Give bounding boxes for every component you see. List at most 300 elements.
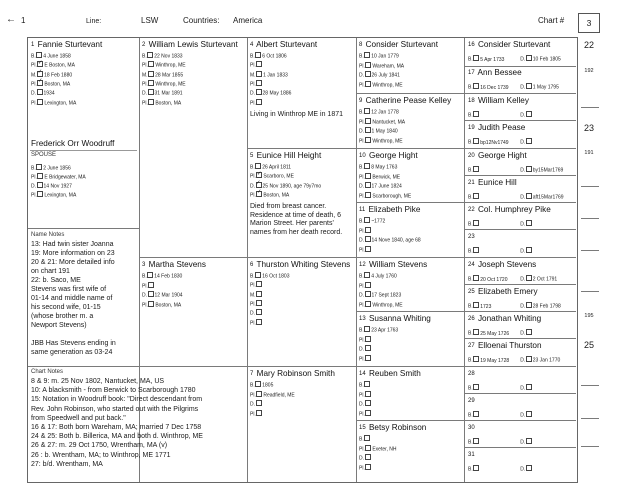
event-type: D. [520,412,526,419]
event-value: 2 Oct 1791 [532,276,558,283]
event-row [359,391,372,399]
event-type: D. [359,292,364,299]
event-type: Pl. [142,81,148,88]
event-row [359,445,397,453]
event-row [250,61,263,69]
chart-note-line: 16 & 17: Both born Wareham, MA; married 7 Dec 1758 [31,424,202,431]
name-note-line: 22: b. Saco, ME [31,277,81,284]
checkbox-icon[interactable] [256,99,262,105]
checkbox-icon[interactable] [148,282,154,288]
event-type: Pl. [142,283,148,289]
event-type: Pl. [250,301,256,308]
event-row [250,163,291,171]
event-value: ~1772 [371,218,386,225]
event-value: 26 April 1811 [262,164,292,171]
checkbox-icon[interactable] [365,400,371,406]
checkbox-icon[interactable] [256,410,262,416]
event-value: 16 Oct 1803 [262,273,290,280]
event-row [359,282,372,290]
person-name[interactable] [468,341,542,351]
checkbox-icon[interactable] [147,52,153,58]
person-name[interactable] [250,369,335,379]
name-note-line: his second wife, 01-15 [31,304,101,311]
event-row [359,182,402,190]
event-value: Scarborough, ME [372,193,412,199]
event-type: D. [520,357,526,364]
checkbox-icon[interactable] [37,99,43,105]
event-row [468,465,533,473]
checkbox-icon[interactable] [526,465,532,471]
checkbox-icon[interactable] [365,246,371,252]
checkbox-icon[interactable] [526,138,532,144]
checkbox-icon[interactable] [365,62,371,68]
checked-checkbox-icon[interactable] [256,172,262,178]
checkbox-icon[interactable] [256,80,262,86]
event-value: 26 July 1841 [371,72,400,79]
checkbox-icon[interactable] [365,345,371,351]
event-row [359,163,397,171]
event-value: Lexington, MA [44,100,77,106]
event-type: Pl. [31,100,37,106]
event-value: Lexington, MA [44,192,77,199]
person-number: 9 [359,98,363,104]
event-type: D. [250,183,255,190]
divider [465,420,576,421]
event-row [468,166,563,174]
checkbox-icon[interactable] [365,291,371,297]
checkbox-icon[interactable] [365,127,371,133]
event-type: B. [468,357,473,364]
checkbox-icon[interactable] [473,111,479,117]
divider [465,447,576,448]
event-row [359,217,385,225]
event-row [468,83,559,91]
checkbox-icon[interactable] [37,173,43,179]
event-value: Boston, MA [155,302,182,308]
checkbox-icon[interactable] [365,192,371,198]
event-type: Pl. [250,173,256,180]
checkbox-icon[interactable] [365,336,371,342]
event-type: D. [250,310,255,317]
event-row [359,71,400,79]
event-type: Pl. [31,192,37,199]
person-name[interactable] [468,232,476,242]
event-type: Pl. [359,82,365,88]
event-value: E Bridgewater, MA [44,174,86,181]
checkbox-icon[interactable] [364,108,370,114]
checkbox-icon[interactable] [365,173,371,179]
event-value: 19 May 1728 [480,357,510,364]
person-number: 8 [359,42,363,48]
event-type: B. [468,303,473,310]
person-name[interactable] [359,314,431,324]
checkbox-icon[interactable] [473,220,479,226]
person-name[interactable] [468,423,476,433]
checkbox-icon[interactable] [473,438,479,444]
event-type: D. [359,346,364,353]
person-name[interactable] [468,96,529,106]
chart-note-line: 24 & 25: Both b. Billerica, MA and both d. Winthrop, ME [31,433,203,441]
divider [139,257,248,258]
person-name-text: Col. Humphrey Pike [475,205,551,214]
divider [465,66,576,67]
person-name[interactable] [468,178,517,188]
person-name-text: Consider Sturtevant [363,40,438,49]
person-name[interactable] [468,123,525,133]
checkbox-icon[interactable] [36,164,42,170]
checkbox-icon[interactable] [526,166,532,172]
checkbox-icon[interactable] [255,272,261,278]
checkbox-icon[interactable] [526,193,532,199]
event-type: Pl. [250,81,256,88]
checkbox-icon[interactable] [526,384,532,390]
divider [139,38,140,482]
checkbox-icon[interactable] [148,89,154,95]
person-name-text: Betsy Robinson [366,423,427,432]
checkbox-icon[interactable] [148,301,154,307]
checkbox-icon[interactable] [473,465,479,471]
spouse-name[interactable]: Frederick Orr Woodruff [31,139,115,148]
checkbox-icon[interactable] [365,236,371,242]
event-value: 4 June 1858 [43,53,71,60]
event-type: B. [359,436,364,443]
person-name[interactable] [142,260,206,270]
event-value: 1934 [43,90,55,97]
event-row [142,61,186,69]
person-name[interactable] [359,423,426,433]
event-type: Pl. [359,283,365,289]
person-name[interactable] [468,369,476,379]
person-number: 3 [142,262,146,268]
event-row [250,381,273,389]
person-name[interactable] [359,369,421,379]
event-row [250,272,289,280]
checkbox-icon[interactable] [148,80,154,86]
checkbox-icon[interactable] [255,381,261,387]
event-row [359,81,403,89]
checkbox-icon[interactable] [148,291,154,297]
checked-checkbox-icon[interactable] [37,80,43,86]
event-row [468,55,561,63]
event-row [359,137,403,145]
checkbox-icon[interactable] [365,391,371,397]
checkbox-icon[interactable] [364,163,370,169]
event-type: B. [468,330,473,337]
person-number: 22 [468,207,475,213]
event-row [359,291,401,299]
person-number: 29 [468,398,475,404]
event-type: B. [250,382,255,389]
person-name-text: Elizabeth Pike [366,205,421,214]
event-type: M. [250,72,256,79]
event-value: 10 Feb 1805 [532,56,561,63]
chart-note-line: from Speedwell and put back." [31,414,126,422]
person-name[interactable] [359,151,418,161]
checked-checkbox-icon[interactable] [256,191,262,197]
event-value: 4 July 1760 [371,273,397,280]
checkbox-icon[interactable] [526,220,532,226]
chart-number-box[interactable] [578,13,600,33]
checkbox-icon[interactable] [473,247,479,253]
checkbox-icon[interactable] [365,464,371,470]
person-name[interactable] [468,396,476,406]
event-type: B. [468,84,473,91]
divider [464,38,465,482]
checked-checkbox-icon[interactable] [37,71,43,77]
event-row [250,71,288,79]
checkbox-icon[interactable] [256,300,262,306]
event-type: B. [468,412,473,419]
event-value: 1 May 1795 [532,84,559,91]
checkbox-icon[interactable] [365,355,371,361]
checkbox-icon[interactable] [364,435,370,441]
person-name[interactable] [31,40,102,50]
event-type: D. [359,72,364,79]
event-type: B. [359,164,364,171]
checkbox-icon[interactable] [256,319,262,325]
checkbox-icon[interactable] [256,61,262,67]
checkbox-icon[interactable] [365,182,371,188]
event-value: 18 Feb 1880 [44,72,73,79]
event-value: 10 Jan 1779 [371,53,399,60]
event-type: Pl. [359,392,365,398]
event-type: Pl. [250,392,256,398]
checkbox-icon[interactable] [365,71,371,77]
event-value: 16 Dec 1739 [480,84,509,91]
person-name-text: Elloenai Thurston [475,341,542,350]
person-name-text: Thurston Whiting Stevens [254,260,351,269]
checkbox-icon[interactable] [473,193,479,199]
checkbox-icon[interactable] [37,191,43,197]
chart-index: 1 [21,16,26,25]
event-type: Pl. [359,356,365,362]
event-type: D. [520,439,526,446]
divider [248,257,356,258]
event-value: 28 May 1886 [262,90,292,97]
name-note-line: JBB Has Stevens ending in [31,340,116,347]
event-type: D. [520,276,526,283]
person-name[interactable] [359,96,451,106]
checkbox-icon[interactable] [37,89,43,95]
checkbox-icon[interactable] [256,391,262,397]
side-ref-23[interactable]: 23 [583,123,594,133]
person-number: 28 [468,371,475,377]
person-name[interactable] [468,205,551,215]
event-row [142,71,183,79]
side-ref-22[interactable]: 22 [583,40,594,50]
person-number: 5 [250,153,254,159]
checkbox-icon[interactable] [365,410,371,416]
person-name[interactable] [468,68,522,78]
checkbox-icon[interactable] [256,281,262,287]
event-value: 20 Oct 1720 [480,276,508,283]
chart-note-line: 8 & 9: m. 25 Nov 1802, Nantucket, MA, US [31,378,165,385]
event-type: Pl. [359,247,365,253]
checkbox-icon[interactable] [36,52,42,58]
checkbox-icon[interactable] [526,55,532,61]
checkbox-icon[interactable] [365,227,371,233]
person-name-text: Mary Robinson Smith [254,369,335,378]
checkbox-icon[interactable] [365,301,371,307]
event-row [359,400,372,408]
countries-label: Countries: [183,16,220,25]
event-type: M. [250,292,256,299]
event-row [359,355,372,363]
event-row [359,336,372,344]
checkbox-icon[interactable] [365,118,371,124]
person-name[interactable] [468,287,538,297]
person-name[interactable] [142,40,238,50]
event-type: M. [142,72,148,79]
side-ref-25[interactable]: 25 [583,340,594,350]
person-name[interactable] [250,40,317,50]
person-number: 4 [250,42,254,48]
event-value: Boston, MA [263,192,290,199]
event-type: D. [520,385,526,392]
event-value: 23 Apr 1763 [371,327,399,334]
checkbox-icon[interactable] [526,302,532,308]
name-note-line: (whose brother m. a [31,313,94,320]
event-row [468,247,533,255]
divider [356,420,464,421]
event-type: D. [359,401,364,408]
person-name[interactable] [250,151,321,161]
checkbox-icon[interactable] [473,138,479,144]
checkbox-icon[interactable] [148,61,154,67]
event-row [468,275,557,283]
person-name[interactable] [468,40,550,50]
event-type: B. [31,165,36,172]
event-row [359,246,372,254]
checkbox-icon[interactable] [473,384,479,390]
checkbox-icon[interactable] [148,71,154,77]
checkbox-icon[interactable] [255,52,261,58]
event-value: 8 May 1763 [371,164,398,171]
person-number: 19 [468,125,475,131]
side-ref-192[interactable]: 192 [584,68,594,74]
side-divider [581,418,599,419]
side-ref-195[interactable]: 195 [584,313,594,319]
checkbox-icon[interactable] [255,163,261,169]
event-type: B. [468,466,473,473]
person-name[interactable] [359,260,427,270]
checkbox-icon[interactable] [473,55,479,61]
checkbox-icon[interactable] [364,381,370,387]
person-name-text: Consider Sturtevant [475,40,551,49]
checkbox-icon[interactable] [37,182,43,188]
event-row [468,384,533,392]
person-name-text: Ann Bessee [475,68,522,77]
event-type: B. [250,53,255,60]
event-type: Pl. [250,411,256,417]
event-type: B. [468,385,473,392]
event-type: Pl. [31,174,37,181]
person-name[interactable] [250,260,350,270]
event-row [468,356,560,364]
checkbox-icon[interactable] [526,411,532,417]
checkbox-icon[interactable] [256,309,262,315]
person-name[interactable] [359,40,438,50]
checkbox-icon[interactable] [526,329,532,335]
checkbox-icon[interactable] [365,282,371,288]
divider [356,93,464,94]
person-name[interactable] [359,205,420,215]
event-type: D. [142,292,147,299]
person-name-text: Catherine Pease Kelley [363,96,452,105]
event-type: D. [520,303,526,310]
checkbox-icon[interactable] [473,411,479,417]
checkbox-icon[interactable] [256,71,262,77]
checkbox-icon[interactable] [526,83,532,89]
event-type: D. [250,401,255,408]
checkbox-icon[interactable] [473,356,479,362]
event-row [250,182,321,190]
checkbox-icon[interactable] [365,445,371,451]
divider [465,229,576,230]
event-type: Pl. [142,100,148,106]
checkbox-icon[interactable] [365,454,371,460]
chart-note-line: Rev. John Robinson, who started out with the Pilgrims [31,405,199,413]
checked-checkbox-icon[interactable] [37,61,43,67]
checkbox-icon[interactable] [473,329,479,335]
checkbox-icon[interactable] [473,302,479,308]
checkbox-icon[interactable] [148,99,154,105]
checkbox-icon[interactable] [473,166,479,172]
checkbox-icon[interactable] [526,111,532,117]
person-name[interactable] [468,450,476,460]
person-name[interactable] [468,151,527,161]
divider [356,38,357,482]
checkbox-icon[interactable] [147,272,153,278]
person-number: 23 [468,234,475,240]
event-row [142,282,155,290]
event-row [31,89,55,97]
checkbox-icon[interactable] [365,81,371,87]
checkbox-icon[interactable] [526,356,532,362]
event-type: Pl. [359,63,365,69]
checkbox-icon[interactable] [526,247,532,253]
checkbox-icon[interactable] [364,217,370,223]
checked-checkbox-icon[interactable] [256,182,262,188]
checkbox-icon[interactable] [473,275,479,281]
event-type: B. [468,221,473,228]
checkbox-icon[interactable] [364,326,370,332]
divider [247,38,248,482]
back-arrow-icon[interactable]: ← [6,14,16,25]
side-ref-191[interactable]: 191 [584,150,594,156]
checkbox-icon[interactable] [256,291,262,297]
person-name[interactable] [468,260,536,270]
event-type: D. [520,56,526,63]
name-note-line: 01-14 and middle name of [31,295,113,302]
checkbox-icon[interactable] [256,400,262,406]
event-type: Pl. [359,174,365,180]
checkbox-icon[interactable] [364,52,370,58]
event-row [250,400,263,408]
checkbox-icon[interactable] [364,272,370,278]
divider [356,148,464,149]
person-name[interactable] [468,314,541,324]
checkbox-icon[interactable] [526,438,532,444]
name-note-line: same generation as 03-24 [31,349,113,356]
event-value: 17 June 1824 [371,183,402,190]
checkbox-icon[interactable] [526,275,532,281]
checkbox-icon[interactable] [256,89,262,95]
person-number: 2 [142,42,146,48]
event-row [359,173,400,181]
checkbox-icon[interactable] [473,83,479,89]
checkbox-icon[interactable] [365,137,371,143]
